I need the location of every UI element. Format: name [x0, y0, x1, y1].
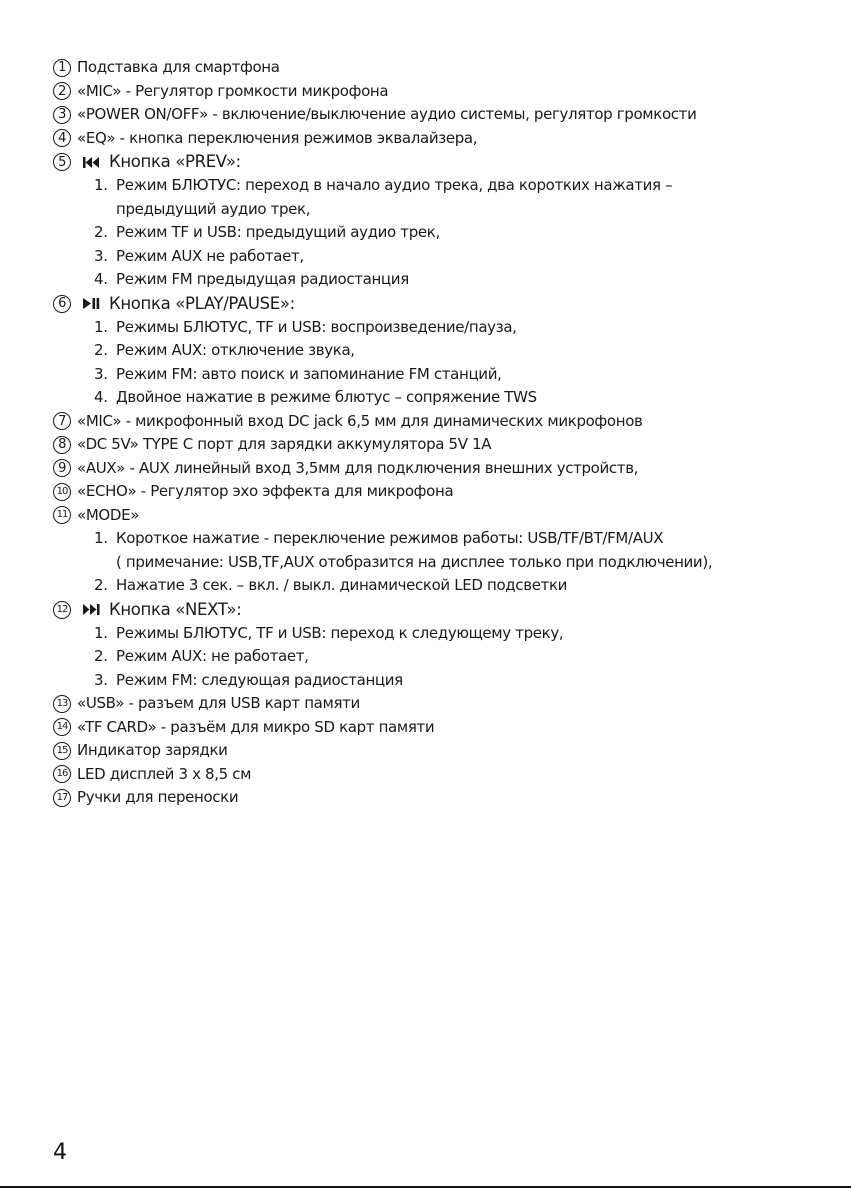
circled-number: 10	[53, 483, 71, 501]
sub-item-text: Режим TF и USB: предыдущий аудио трек,	[116, 223, 440, 241]
sub-item-text: Режим AUX: отключение звука,	[116, 341, 355, 359]
list-item	[53, 480, 843, 504]
list-item	[53, 692, 843, 716]
sub-item-text: Режим БЛЮТУС: переход в начало аудио трека, два коротких нажатия –	[116, 176, 673, 194]
circled-number: 5	[53, 153, 71, 171]
item-text: Кнопка «PREV»:	[109, 152, 241, 171]
item-text: «POWER ON/OFF» - включение/выключение аудио системы, регулятор громкости	[77, 105, 697, 123]
list-item	[53, 786, 843, 810]
list-item	[53, 716, 843, 740]
list-item	[53, 56, 843, 80]
list-item	[53, 598, 843, 622]
list-item	[53, 410, 843, 434]
sub-item-text: Режимы БЛЮТУС, TF и USB: воспроизведение/пауза,	[116, 317, 517, 336]
item-text: LED дисплей 3 х 8,5 см	[77, 764, 252, 783]
sub-item	[53, 363, 843, 387]
circled-number: 15	[53, 742, 71, 760]
sub-item	[53, 174, 843, 221]
sub-item-index: 2.	[94, 647, 108, 665]
item-text: «MIC» - Регулятор громкости микрофона	[77, 81, 389, 100]
circled-number: 11	[53, 506, 71, 524]
item-text: Кнопка «NEXT»:	[109, 599, 242, 619]
circled-number: 6	[53, 295, 71, 313]
feature-list	[53, 56, 843, 810]
circled-number: 12	[53, 601, 71, 619]
sub-item	[53, 574, 843, 598]
list-item	[53, 433, 843, 457]
prev-icon	[83, 157, 100, 168]
item-text: «EQ» - кнопка переключения режимов эквалайзера,	[77, 128, 478, 147]
bottom-rule	[0, 1186, 851, 1188]
sub-item	[53, 386, 843, 410]
item-text: «MIC» - микрофонный вход DC jack 6,5 мм для динамических микрофонов	[77, 411, 643, 430]
item-text: «ECHO» - Регулятор эхо эффекта для микрофона	[77, 482, 454, 500]
sub-item	[53, 645, 843, 669]
item-text: «AUX» - AUX линейный вход 3,5мм для подключения внешних устройств,	[77, 458, 639, 477]
item-text: «TF CARD» - разъём для микро SD карт памяти	[77, 717, 435, 736]
list-item	[53, 80, 843, 104]
sub-item-text: Режим AUX не работает,	[116, 246, 304, 265]
sub-item-text: Режим FM: авто поиск и запоминание FM станций,	[116, 364, 502, 383]
circled-number: 14	[53, 718, 71, 736]
play-pause-icon	[83, 298, 100, 309]
list-item	[53, 739, 843, 763]
item-text: Кнопка «PLAY/PAUSE»:	[109, 293, 295, 313]
sub-item	[53, 268, 843, 292]
sub-item-text: Двойное нажатие в режиме блютус – сопряжение TWS	[116, 388, 537, 406]
circled-number: 13	[53, 695, 71, 713]
sub-item-index: 2.	[94, 576, 108, 594]
sub-item-index: 4.	[94, 270, 108, 288]
circled-number: 3	[53, 106, 71, 124]
list-item	[53, 457, 843, 481]
circled-number: 16	[53, 765, 71, 783]
sub-item	[53, 316, 843, 340]
list-item	[53, 103, 843, 127]
item-text: «USB» - разъем для USB карт памяти	[77, 694, 360, 712]
sub-item-index: 3.	[94, 670, 108, 689]
sub-item-index: 1.	[94, 623, 108, 642]
circled-number: 17	[53, 789, 71, 807]
item-text: «DC 5V» TYPE C порт для зарядки аккумулятора 5V 1A	[77, 435, 492, 453]
list-item	[53, 150, 843, 174]
sub-item-continuation: ( примечание: USB,TF,AUX отобразится на дисплее только при подключении),	[116, 552, 713, 571]
sub-item-index: 2.	[94, 223, 108, 241]
sub-item	[53, 245, 843, 269]
sub-item-index: 3.	[94, 246, 108, 265]
sub-item-text: Режим FM: следующая радиостанция	[116, 670, 403, 689]
circled-number: 9	[53, 459, 71, 477]
sub-item-continuation: предыдущий аудио трек,	[116, 199, 311, 218]
list-item	[53, 504, 843, 528]
sub-item-index: 2.	[94, 341, 108, 359]
sub-item-text: Нажатие 3 сек. – вкл. / выкл. динамической LED подсветки	[116, 576, 568, 594]
circled-number: 4	[53, 129, 71, 147]
sub-item-index: 3.	[94, 364, 108, 383]
sub-item	[53, 527, 843, 574]
sub-item-index: 1.	[94, 176, 108, 194]
list-item	[53, 292, 843, 316]
sub-item-index: 4.	[94, 388, 108, 406]
sub-item-text: Короткое нажатие - переключение режимов работы: USB/TF/BT/FM/AUX	[116, 529, 664, 547]
sub-item-index: 1.	[94, 317, 108, 336]
sub-item-index: 1.	[94, 529, 108, 547]
item-text: Ручки для переноски	[77, 788, 239, 806]
circled-number: 1	[53, 59, 71, 77]
circled-number: 8	[53, 436, 71, 454]
sub-item-text: Режим FM предыдущая радиостанция	[116, 270, 409, 288]
circled-number: 7	[53, 412, 71, 430]
sub-item-text: Режимы БЛЮТУС, TF и USB: переход к следующему треку,	[116, 623, 564, 642]
list-item	[53, 127, 843, 151]
item-text: «MODE»	[77, 505, 140, 524]
item-text: Подставка для смартфона	[77, 58, 280, 76]
sub-item	[53, 339, 843, 363]
page-number: 4	[53, 1140, 67, 1165]
next-icon	[83, 604, 100, 615]
circled-number: 2	[53, 82, 71, 100]
item-text: Индикатор зарядки	[77, 741, 228, 759]
sub-item	[53, 622, 843, 646]
sub-item-text: Режим AUX: не работает,	[116, 647, 309, 665]
sub-item	[53, 221, 843, 245]
sub-item	[53, 669, 843, 693]
list-item	[53, 763, 843, 787]
